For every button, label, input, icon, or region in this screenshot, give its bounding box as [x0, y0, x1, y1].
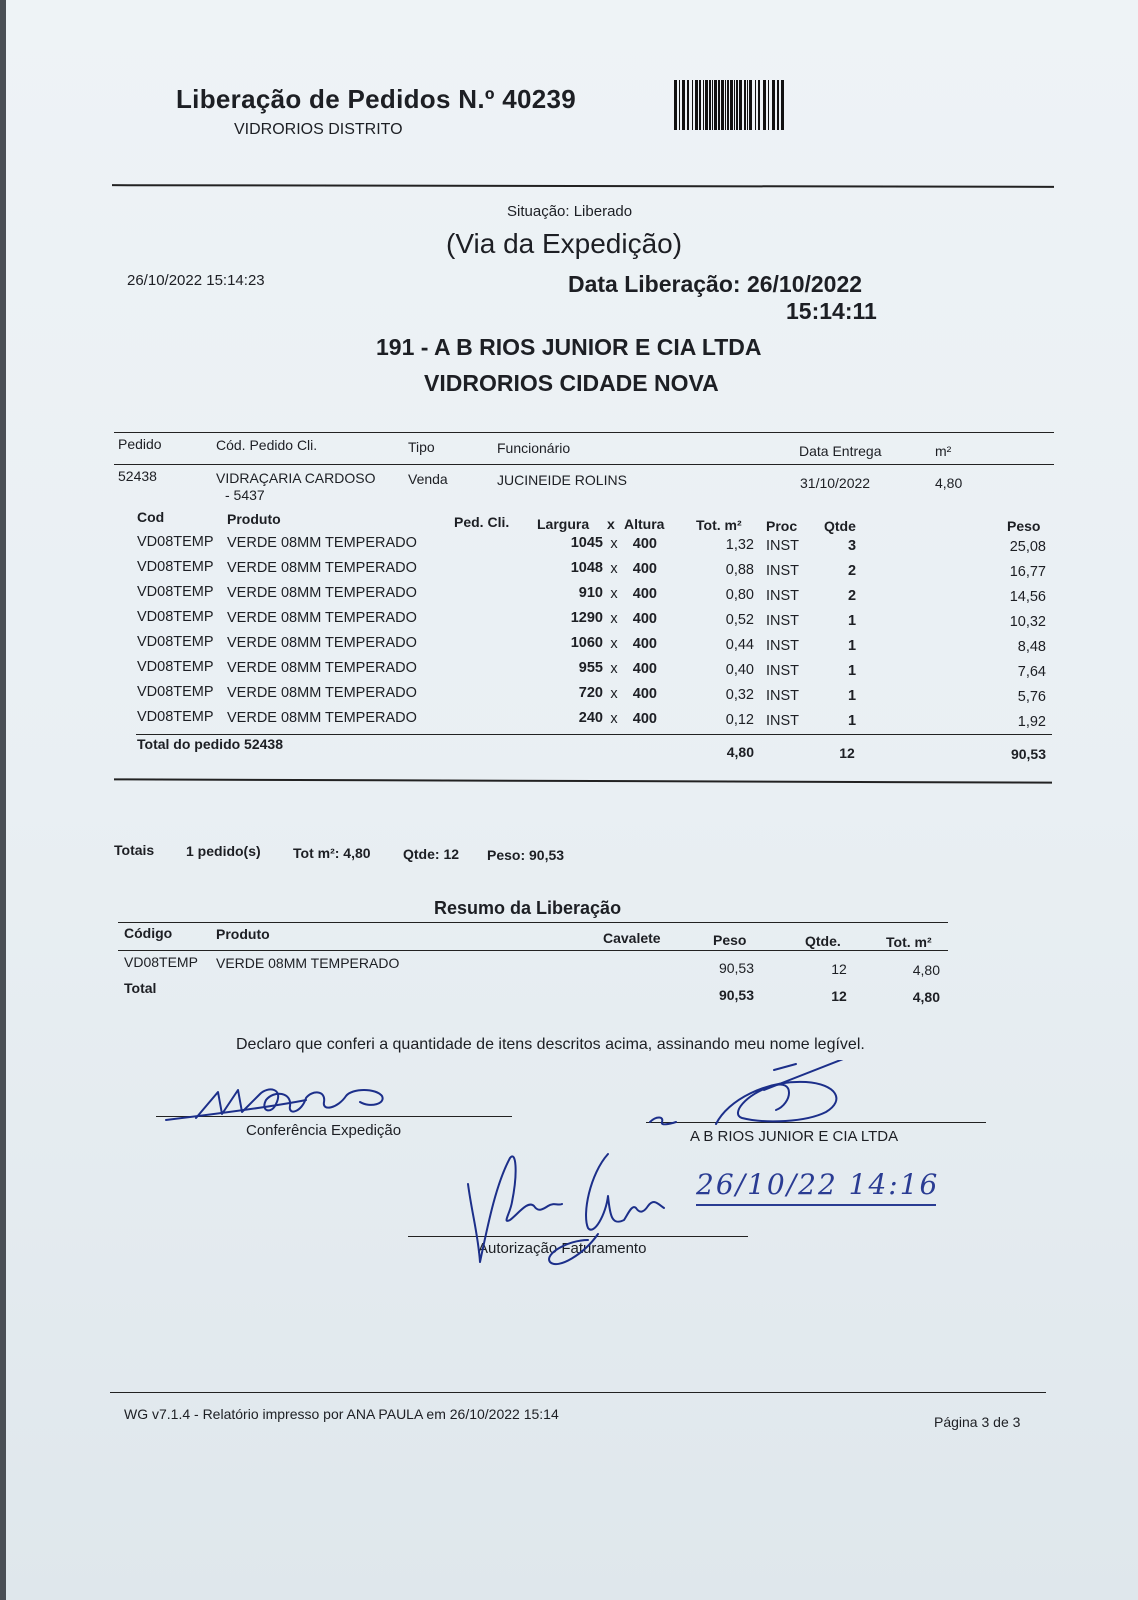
col-pedido: Pedido: [118, 436, 162, 452]
col-data-entrega: Data Entrega: [799, 443, 882, 459]
item-cod: VD08TEMP: [137, 609, 214, 625]
item-produto: VERDE 08MM TEMPERADO: [227, 684, 417, 701]
item-cod: VD08TEMP: [137, 659, 214, 675]
copy-type: (Via da Expedição): [446, 228, 683, 259]
item-produto: VERDE 08MM TEMPERADO: [227, 559, 417, 576]
totals-label: Totais: [114, 842, 155, 858]
divider: [112, 184, 1054, 187]
item-tot-m2: 0,88: [725, 562, 754, 578]
company-name: VIDRORIOS DISTRITO: [234, 121, 403, 138]
document-page: [6, 0, 1138, 1600]
item-qtde: 3: [847, 538, 857, 555]
order-total-qtde: 12: [839, 745, 855, 761]
item-proc: INST: [766, 537, 800, 554]
summary-col-produto: Produto: [216, 926, 270, 942]
client-name: 191 - A B RIOS JUNIOR E CIA LTDA: [376, 334, 762, 360]
summary-col-peso: Peso: [713, 932, 747, 948]
summary-row-produto: VERDE 08MM TEMPERADO: [216, 955, 400, 971]
item-altura: 400: [632, 636, 657, 653]
summary-row-codigo: VD08TEMP: [124, 954, 198, 970]
summary-title: Resumo da Liberação: [434, 898, 622, 918]
item-produto: VERDE 08MM TEMPERADO: [227, 584, 417, 601]
item-cod: VD08TEMP: [137, 709, 214, 725]
divider: [110, 1392, 1046, 1393]
summary-col-tot-m2: Tot. m²: [886, 934, 932, 950]
item-qtde: 2: [847, 588, 857, 605]
items-col-proc: Proc: [766, 518, 798, 534]
item-peso: 5,76: [1017, 688, 1046, 705]
items-col-altura: Altura: [624, 516, 665, 532]
divider: [136, 734, 1052, 735]
item-largura: 240: [578, 710, 603, 727]
document-title: Liberação de Pedidos N.º 40239: [176, 84, 576, 114]
item-tot-m2: 0,12: [725, 712, 754, 728]
signature-autorizacao-image: [458, 1144, 678, 1274]
totals-qtde: Qtde: 12: [403, 846, 460, 862]
order-client-code: VIDRAÇARIA CARDOSO: [216, 470, 376, 486]
item-x: x: [610, 635, 618, 652]
item-x: x: [610, 585, 618, 602]
item-proc: INST: [766, 662, 800, 679]
item-produto: VERDE 08MM TEMPERADO: [227, 659, 417, 676]
client-store: VIDRORIOS CIDADE NOVA: [424, 370, 719, 396]
order-m2: 4,80: [935, 475, 963, 491]
order-delivery-date: 31/10/2022: [800, 475, 871, 491]
item-altura: 400: [632, 686, 657, 703]
item-altura: 400: [632, 661, 657, 678]
col-tipo: Tipo: [408, 439, 435, 455]
items-col-tot-m2: Tot. m²: [696, 517, 742, 533]
item-qtde: 1: [847, 613, 857, 630]
item-produto: VERDE 08MM TEMPERADO: [227, 609, 417, 626]
order-type: Venda: [408, 471, 448, 487]
item-peso: 16,77: [1009, 563, 1046, 580]
order-employee: JUCINEIDE ROLINS: [497, 472, 627, 488]
item-proc: INST: [766, 687, 800, 704]
totals-orders: 1 pedido(s): [186, 843, 261, 859]
item-altura: 400: [632, 711, 657, 728]
item-x: x: [610, 560, 618, 577]
summary-row-tot-m2: 4,80: [912, 962, 940, 978]
summary-row-peso: 90,53: [718, 960, 754, 976]
item-cod: VD08TEMP: [137, 559, 214, 575]
items-col-largura: Largura: [537, 516, 590, 532]
item-altura: 400: [632, 536, 657, 553]
item-largura: 910: [578, 585, 603, 602]
col-funcionario: Funcionário: [497, 440, 571, 456]
item-cod: VD08TEMP: [137, 634, 214, 650]
item-tot-m2: 0,44: [725, 637, 754, 653]
item-largura: 1048: [570, 560, 603, 577]
item-qtde: 1: [847, 638, 857, 655]
item-qtde: 2: [847, 563, 857, 580]
signature-label-autorizacao: Autorização Faturamento: [478, 1240, 647, 1257]
order-number: 52438: [118, 468, 157, 484]
divider: [114, 464, 1054, 465]
items-col-peso: Peso: [1007, 518, 1041, 534]
item-cod: VD08TEMP: [137, 584, 214, 600]
item-tot-m2: 0,52: [725, 612, 754, 628]
item-x: x: [610, 660, 618, 677]
item-largura: 1290: [570, 610, 603, 627]
item-x: x: [610, 685, 618, 702]
items-col-ped-cli: Ped. Cli.: [454, 514, 510, 530]
divider: [118, 950, 948, 951]
item-proc: INST: [766, 712, 800, 729]
item-altura: 400: [632, 561, 657, 578]
item-produto: VERDE 08MM TEMPERADO: [227, 709, 417, 726]
footer-print-info: WG v7.1.4 - Relatório impresso por ANA PAULA em 26/10/2022 15:14: [124, 1406, 559, 1422]
item-proc: INST: [766, 637, 800, 654]
summary-total-label: Total: [124, 980, 157, 996]
item-largura: 955: [578, 660, 603, 677]
signature-label-conferencia: Conferência Expedição: [246, 1122, 402, 1139]
order-total-m2: 4,80: [726, 744, 754, 760]
items-col-cod: Cod: [137, 509, 165, 525]
items-col-qtde: Qtde: [824, 518, 856, 534]
declaration-text: Declaro que conferi a quantidade de itens descritos acima, assinando meu nome legível.: [236, 1036, 865, 1053]
summary-total-peso: 90,53: [718, 987, 754, 1003]
item-produto: VERDE 08MM TEMPERADO: [227, 634, 417, 651]
item-x: x: [610, 535, 618, 552]
item-tot-m2: 1,32: [725, 537, 754, 553]
barcode: [674, 80, 840, 130]
item-qtde: 1: [847, 713, 857, 730]
item-largura: 1045: [570, 535, 603, 552]
divider: [118, 922, 948, 923]
item-peso: 7,64: [1017, 663, 1046, 680]
item-altura: 400: [632, 611, 657, 628]
summary-col-qtde: Qtde.: [805, 933, 841, 949]
release-time: 15:14:11: [786, 298, 877, 324]
summary-total-qtde: 12: [831, 988, 847, 1004]
item-largura: 1060: [570, 635, 603, 652]
item-proc: INST: [766, 612, 800, 629]
item-peso: 8,48: [1017, 638, 1046, 655]
item-peso: 25,08: [1009, 538, 1046, 555]
totals-peso: Peso: 90,53: [487, 847, 565, 863]
status-text: Situação: Liberado: [507, 203, 633, 220]
summary-total-tot-m2: 4,80: [912, 989, 940, 1005]
divider: [114, 432, 1054, 433]
signature-label-cliente: A B RIOS JUNIOR E CIA LTDA: [690, 1128, 899, 1145]
item-peso: 14,56: [1009, 588, 1046, 605]
handwritten-underline: [696, 1204, 936, 1206]
item-altura: 400: [632, 586, 657, 603]
totals-m2: Tot m²: 4,80: [293, 845, 371, 861]
item-proc: INST: [766, 562, 800, 579]
divider: [114, 778, 1052, 783]
order-client-code-suffix: - 5437: [225, 487, 265, 503]
item-tot-m2: 0,80: [725, 587, 754, 603]
item-peso: 10,32: [1009, 613, 1046, 630]
signature-conferencia-image: [156, 1078, 416, 1128]
release-date: Data Liberação: 26/10/2022: [568, 271, 863, 297]
order-total-label: Total do pedido 52438: [137, 736, 283, 752]
item-produto: VERDE 08MM TEMPERADO: [227, 534, 417, 551]
item-cod: VD08TEMP: [137, 684, 214, 700]
item-proc: INST: [766, 587, 800, 604]
item-x: x: [610, 610, 618, 627]
page-number: Página 3 de 3: [934, 1414, 1021, 1430]
item-tot-m2: 0,40: [725, 662, 754, 678]
item-peso: 1,92: [1017, 713, 1046, 730]
col-m2: m²: [935, 443, 952, 459]
summary-col-cavalete: Cavalete: [603, 930, 661, 946]
order-total-peso: 90,53: [1010, 746, 1046, 762]
item-largura: 720: [578, 685, 603, 702]
print-datetime: 26/10/2022 15:14:23: [127, 272, 265, 289]
handwritten-date: 26/10/22 14:16: [696, 1168, 940, 1201]
summary-row-qtde: 12: [831, 961, 847, 977]
items-col-produto: Produto: [227, 511, 281, 527]
item-tot-m2: 0,32: [725, 687, 754, 703]
item-x: x: [610, 710, 618, 727]
items-col-x: x: [607, 516, 615, 532]
item-cod: VD08TEMP: [137, 534, 214, 550]
summary-col-codigo: Código: [124, 925, 173, 941]
item-qtde: 1: [847, 688, 857, 705]
item-qtde: 1: [847, 663, 857, 680]
signature-cliente-image: [646, 1060, 906, 1140]
col-cod-pedido-cli: Cód. Pedido Cli.: [216, 437, 318, 453]
